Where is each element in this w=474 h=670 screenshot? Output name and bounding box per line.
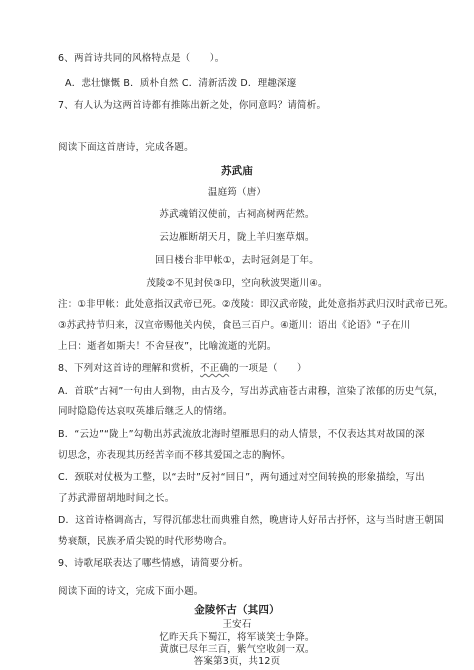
poem-author: 温庭筠（唐） bbox=[207, 187, 267, 198]
option-line: D．这首诗格调高古，写得沉郁悲壮而典雅自然，晚唐诗人好吊古抒怀，这与当时唐王朝国 bbox=[58, 515, 444, 526]
option-line: 切思念，亦表现其历经苦辛而不移其爱国之志的胸怀。 bbox=[58, 450, 291, 461]
poem-title: 苏武庙 bbox=[220, 165, 254, 177]
poem-author: 王安石 bbox=[222, 619, 252, 630]
option-line: A．首联“古祠”一句由人到物，由古及今，写出苏武庙苍古肃穆，渲染了浓郁的历史气氛， bbox=[58, 386, 444, 397]
option-line: B．“云边”“陇上”勾勒出苏武流放北海时望雁思归的动人情景，不仅表达其对故国的深 bbox=[58, 429, 425, 440]
poem-line: 苏武魂销汉使前，古祠高树两茫然。 bbox=[159, 209, 315, 220]
section-intro: 阅读下面这首唐诗，完成各题。 bbox=[58, 142, 194, 153]
question-8 bbox=[58, 363, 307, 375]
poem-line: 忆昨天兵下蜀江，将军谈笑士争降。 bbox=[159, 632, 315, 643]
poem-note: ③苏武持节归来，汉宣帝赐他关内侯，食邑三百户。④逝川：语出《论语》“子在川 bbox=[58, 320, 411, 331]
section-intro: 阅读下面的诗文，完成下面小题。 bbox=[58, 586, 204, 597]
poem-title: 金陵怀古（其四） bbox=[194, 604, 280, 616]
option-line: 势衰颓，民族矛盾尖锐的时代形势吻合。 bbox=[58, 536, 233, 547]
question-8-suffix: 的一项是（ ） bbox=[229, 363, 307, 374]
poem-note: 上曰：逝者如斯夫！不舍昼夜”，比喻流逝的光阴。 bbox=[58, 341, 277, 352]
question-7: 7、有人认为这两首诗都有推陈出新之处，你同意吗？请简析。 bbox=[58, 100, 327, 111]
poem-line: 云边雁断胡天月，陇上羊归塞草烟。 bbox=[159, 232, 315, 243]
option-line: 同时隐隐传达哀叹英雄后继乏人的情绪。 bbox=[58, 406, 233, 417]
question-6: 6、两首诗共同的风格特点是（ ）。 bbox=[58, 53, 225, 64]
poem-line: 茂陵②不见封侯③印，空向秋波哭逝川④。 bbox=[146, 278, 328, 289]
question-9: 9、诗歌尾联表达了哪些情感，请简要分析。 bbox=[58, 558, 249, 569]
question-8-emphasis: 不正确 bbox=[200, 363, 230, 374]
question-6-options: A．悲壮慷慨 B．质朴自然 C．清新活泼 D．理趣深邃 bbox=[65, 78, 297, 89]
poem-line: 黄旗已尽年三百，紫气空收剑一双。 bbox=[159, 644, 315, 655]
page-footer: 答案第3页，共12页 bbox=[193, 656, 281, 667]
option-line: 了苏武滞留胡地时间之长。 bbox=[58, 493, 175, 504]
question-8-prefix: 8、下列对这首诗的理解和赏析， bbox=[58, 363, 201, 374]
poem-line: 回日楼台非甲帐①，去时冠剑是丁年。 bbox=[155, 255, 319, 266]
poem-note: 注：①非甲帐：此处意指汉武帝已死。②茂陵：即汉武帝陵，此处意指苏武归汉时武帝已死。 bbox=[58, 299, 454, 310]
option-line: C．颈联对仗极为工整，以“去时”反衬“回日”，两句通过对空间转换的形象描绘，写出 bbox=[58, 472, 425, 483]
